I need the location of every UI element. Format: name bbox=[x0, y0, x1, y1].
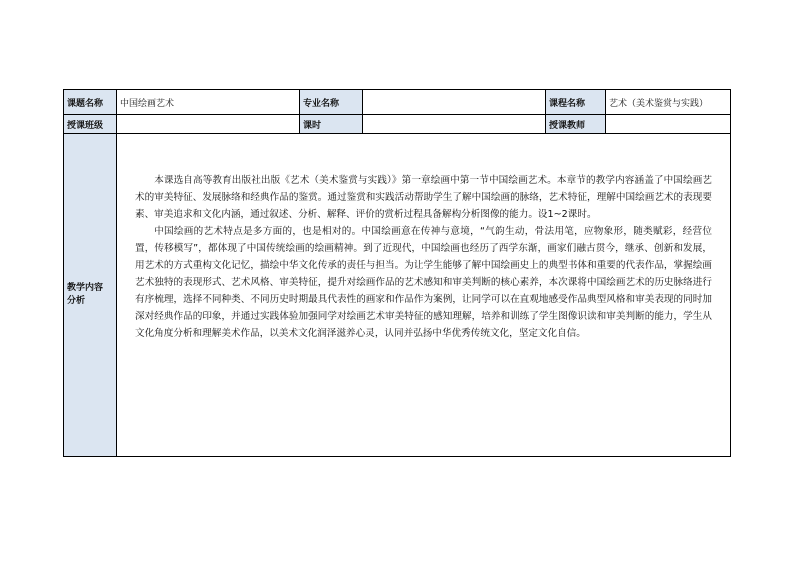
analysis-content bbox=[117, 134, 730, 456]
lesson-plan-table bbox=[63, 89, 731, 457]
course-name-label: 课题名称 bbox=[64, 90, 117, 114]
class-value bbox=[117, 115, 300, 133]
hours-value bbox=[363, 115, 546, 133]
table-row bbox=[64, 115, 730, 134]
table-row bbox=[64, 90, 730, 115]
teacher-label: 授课教师 bbox=[546, 115, 606, 133]
analysis-paragraph-2: 中国绘画的艺术特点是多方面的，也是相对的。中国绘画意在传神与意境，“气韵生动，骨法用笔，应物象形，随类赋彩，经营位置，传移模写”，都体现了中国传统绘画的绘画精神。到了近现代，中国绘画也经历了西学东渐，画家们融古贯今，继承、创新和发展，用艺术的方式重构文化记忆，描绘中华文化传承的责任与担当。为让学生能够了解中国绘画史上的典型书体和重要的代表作品，掌握绘画艺术独特的表现形式、艺术风格、审美特征，提升对绘画作品的艺术感知和审美判断的核心素养，本次课将中国绘画艺术的历史脉络进行有序梳理，选择不同种类、不同历史时期最具代表性的画家和作品作为案例，让同学可以在直观地感受作品典型风格和审美表现的同时加深对经典作品的印象，并通过实践体验加强同学对绘画艺术审美特征的感知理解，培养和训练了学生图像识读和审美判断的能力，学生从文化角度分析和理解美术作品，以美术文化润泽滋养心灵，认同并弘扬中华优秀传统文化，坚定文化自信。 bbox=[135, 226, 712, 339]
course-name-value: 中国绘画艺术 bbox=[117, 90, 300, 114]
teacher-value bbox=[606, 115, 730, 133]
analysis-label-line1: 教学内容 bbox=[67, 283, 104, 293]
subject-label: 课程名称 bbox=[546, 90, 606, 114]
major-label: 专业名称 bbox=[300, 90, 363, 114]
class-label: 授课班级 bbox=[64, 115, 117, 133]
hours-label: 课时 bbox=[300, 115, 363, 133]
table-row bbox=[64, 134, 730, 456]
analysis-label-line2: 分析 bbox=[67, 296, 86, 306]
analysis-paragraph-1: 本课选自高等教育出版社出版《艺术（美术鉴赏与实践）》第一章绘画中第一节中国绘画艺术。本章节的教学内容涵盖了中国绘画艺术的审美特征、发展脉络和经典作品的鉴赏。通过鉴赏和实践活动帮助学生了解中国绘画的脉络，艺术特征，理解中国绘画艺术的表现要素、审美追求和文化内涵，通过叙述、分析、解释、评价的赏析过程具备解构分析图像的能力。设1~2课时。 bbox=[135, 175, 712, 220]
subject-value: 艺术（美术鉴赏与实践） bbox=[606, 90, 730, 114]
major-value bbox=[363, 90, 546, 114]
analysis-label bbox=[64, 134, 117, 456]
